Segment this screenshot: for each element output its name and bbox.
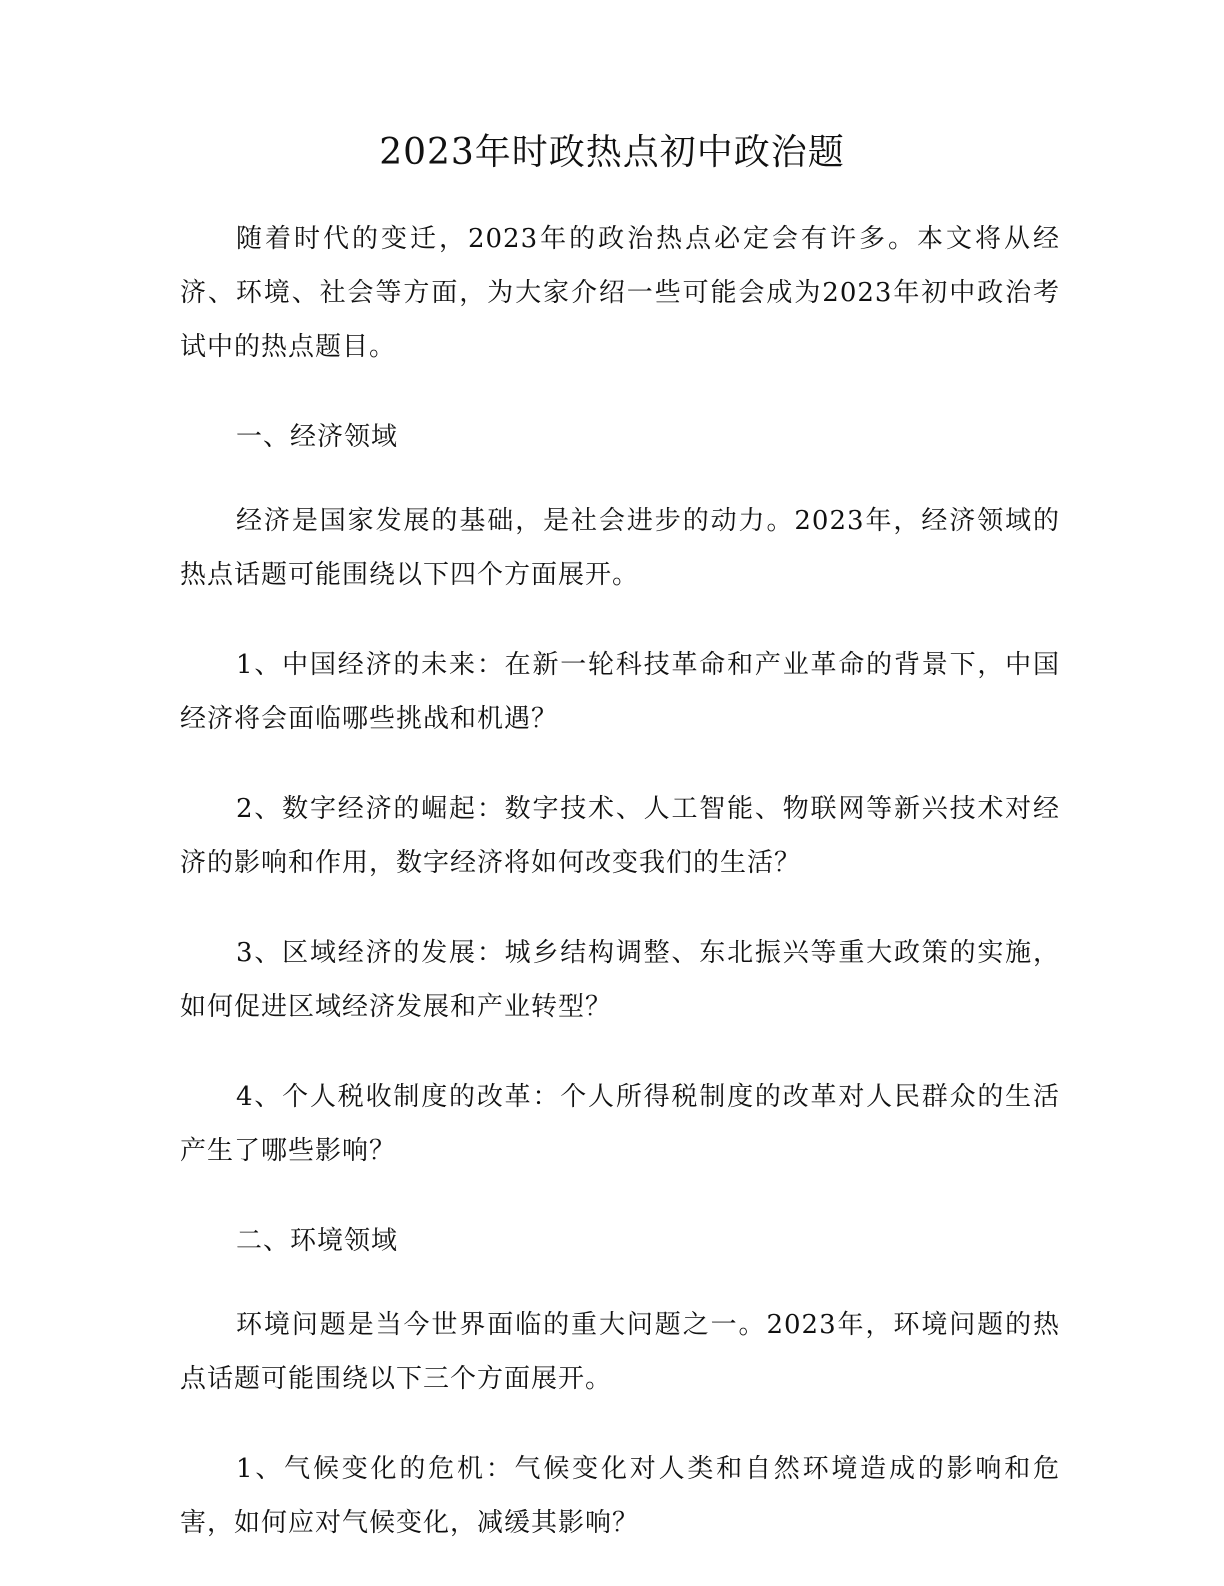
document-title: 2023年时政热点初中政治题 — [379, 132, 845, 173]
document-body — [180, 212, 1060, 1586]
section-heading-environment: 二、环境领域 — [236, 1226, 399, 1256]
intro-paragraph: 随着时代的变迁，2023年的政治热点必定会有许多。本文将从经济、环境、社会等方面，为大家介绍一些可能会成为2023年初中政治考试中的热点题目。 — [180, 224, 1060, 362]
economy-intro-paragraph: 经济是国家发展的基础，是社会进步的动力。2023年，经济领域的热点话题可能围绕以下四个方面展开。 — [180, 506, 1060, 590]
economy-item-4: 4、个人税收制度的改革：个人所得税制度的改革对人民群众的生活产生了哪些影响？ — [180, 1082, 1060, 1166]
economy-item-1: 1、中国经济的未来：在新一轮科技革命和产业革命的背景下，中国经济将会面临哪些挑战和机遇？ — [180, 650, 1060, 734]
economy-item-2: 2、数字经济的崛起：数字技术、人工智能、物联网等新兴技术对经济的影响和作用，数字经济将如何改变我们的生活？ — [180, 794, 1060, 878]
environment-item-1: 1、气候变化的危机：气候变化对人类和自然环境造成的影响和危害，如何应对气候变化，减缓其影响？ — [180, 1454, 1060, 1538]
section-heading-economy: 一、经济领域 — [236, 422, 399, 452]
economy-item-3: 3、区域经济的发展：城乡结构调整、东北振兴等重大政策的实施，如何促进区域经济发展和产业转型？ — [180, 938, 1060, 1022]
environment-intro-paragraph: 环境问题是当今世界面临的重大问题之一。2023年，环境问题的热点话题可能围绕以下三个方面展开。 — [180, 1310, 1060, 1394]
